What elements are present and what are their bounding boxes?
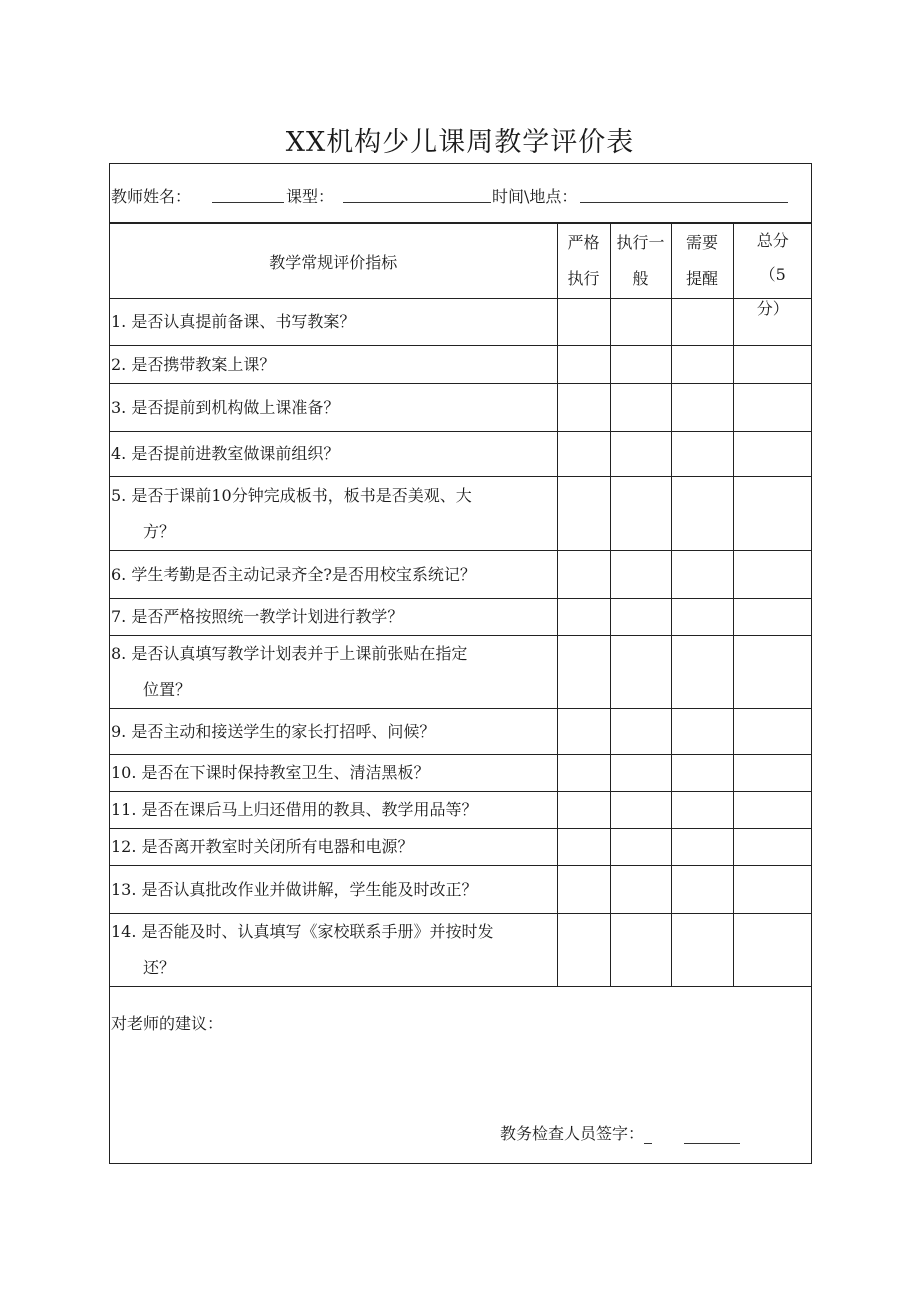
score-cell-total[interactable] — [733, 829, 812, 866]
score-cell-total[interactable] — [733, 636, 812, 709]
signature-label: 教务检查人员签字： — [500, 1124, 645, 1143]
score-cell-general[interactable] — [610, 551, 671, 599]
score-cell-strict[interactable] — [557, 432, 610, 477]
score-cell-strict[interactable] — [557, 636, 610, 709]
item-text — [110, 709, 557, 755]
item-line: 5. 是否于课前10分钟完成板书，板书是否美观、大 — [111, 485, 472, 505]
item-line: 13. 是否认真批改作业并做讲解，学生能及时改正？ — [111, 879, 478, 899]
general-header-line2: 般 — [632, 269, 649, 288]
score-cell-general[interactable] — [610, 709, 671, 755]
score-cell-total[interactable] — [733, 384, 812, 432]
strict-header-line1: 严格 — [567, 233, 600, 252]
time-place-field[interactable] — [580, 184, 788, 203]
score-cell-total[interactable] — [733, 432, 812, 477]
item-line: 8. 是否认真填写教学计划表并于上课前张贴在指定 — [111, 644, 468, 663]
item-text — [110, 432, 557, 477]
item-line: 7. 是否严格按照统一教学计划进行教学？ — [111, 607, 404, 626]
signature-line — [500, 1121, 740, 1144]
item-row — [110, 792, 812, 829]
time-place-label: 时间\地点： — [492, 187, 578, 206]
score-cell-strict[interactable] — [557, 346, 610, 384]
item-line: 10. 是否在下课时保持教室卫生、清洁黑板？ — [111, 763, 430, 782]
score-cell-remind[interactable] — [671, 551, 733, 599]
item-row — [110, 299, 812, 346]
item-line: 12. 是否离开教室时关闭所有电器和电源？ — [111, 837, 414, 856]
item-line: 1. 是否认真提前备课、书写教案？ — [111, 312, 356, 331]
teacher-name-field[interactable] — [212, 184, 284, 203]
course-type-field[interactable] — [343, 184, 491, 203]
general-header — [610, 224, 671, 299]
evaluation-table — [110, 223, 812, 987]
score-cell-general[interactable] — [610, 346, 671, 384]
item-line: 14. 是否能及时、认真填写《家校联系手册》并按时发 — [111, 922, 494, 941]
info-row — [110, 164, 811, 223]
score-cell-general[interactable] — [610, 755, 671, 792]
item-row — [110, 551, 812, 599]
score-cell-remind[interactable] — [671, 636, 733, 709]
item-row — [110, 636, 812, 709]
item-row — [110, 829, 812, 866]
score-cell-strict[interactable] — [557, 829, 610, 866]
suggestion-label: 对老师的建议： — [111, 1014, 224, 1033]
score-cell-general[interactable] — [610, 792, 671, 829]
score-cell-total[interactable] — [733, 477, 812, 551]
item-text — [110, 914, 557, 987]
score-cell-total[interactable] — [733, 599, 812, 636]
score-cell-total[interactable] — [733, 866, 812, 914]
score-cell-remind[interactable] — [671, 599, 733, 636]
score-cell-remind[interactable] — [671, 755, 733, 792]
total-header-line3: 分） — [756, 299, 789, 318]
item-text — [110, 477, 557, 551]
remind-header-line1: 需要 — [685, 233, 718, 252]
score-cell-remind[interactable] — [671, 866, 733, 914]
item-text — [110, 299, 557, 346]
item-line: 9. 是否主动和接送学生的家长打招呼、问候？ — [111, 721, 436, 741]
header-row — [110, 224, 812, 299]
score-cell-general[interactable] — [610, 914, 671, 987]
evaluation-form — [109, 163, 812, 1164]
score-cell-strict[interactable] — [557, 755, 610, 792]
item-text — [110, 792, 557, 829]
score-cell-general[interactable] — [610, 829, 671, 866]
page-title: XX机构少儿课周教学评价表 — [285, 127, 635, 158]
suggestion-section — [110, 984, 811, 1164]
teacher-name-label: 教师姓名： — [111, 187, 192, 206]
score-cell-general[interactable] — [610, 599, 671, 636]
indicator-header: 教学常规评价指标 — [110, 224, 557, 299]
item-row — [110, 914, 812, 987]
item-text — [110, 599, 557, 636]
score-cell-general[interactable] — [610, 636, 671, 709]
score-cell-remind[interactable] — [671, 299, 733, 346]
score-cell-strict[interactable] — [557, 384, 610, 432]
item-text — [110, 636, 557, 709]
item-text — [110, 866, 557, 914]
item-row — [110, 755, 812, 792]
item-line: 4. 是否提前进教室做课前组织？ — [111, 444, 340, 463]
score-cell-total[interactable] — [733, 914, 812, 987]
total-header — [733, 224, 812, 318]
item-line-continued: 还？ — [143, 958, 176, 977]
item-row — [110, 346, 812, 384]
score-cell-general[interactable] — [610, 477, 671, 551]
score-cell-strict[interactable] — [557, 914, 610, 987]
strict-header — [557, 224, 610, 299]
remind-header-line2: 提醒 — [685, 269, 718, 288]
item-row — [110, 432, 812, 477]
item-row — [110, 384, 812, 432]
total-header-line2: （5 — [759, 265, 786, 284]
score-cell-remind[interactable] — [671, 346, 733, 384]
score-cell-total[interactable] — [733, 346, 812, 384]
remind-header — [671, 224, 733, 299]
item-line-continued: 方？ — [143, 521, 176, 541]
score-cell-strict[interactable] — [557, 792, 610, 829]
signature-field[interactable] — [644, 1124, 740, 1143]
item-row — [110, 866, 812, 914]
score-cell-general[interactable] — [610, 384, 671, 432]
score-cell-remind[interactable] — [671, 792, 733, 829]
item-line: 3. 是否提前到机构做上课准备？ — [111, 397, 340, 417]
item-row — [110, 709, 812, 755]
score-cell-strict[interactable] — [557, 866, 610, 914]
item-text — [110, 551, 557, 599]
score-cell-remind[interactable] — [671, 914, 733, 987]
item-text — [110, 755, 557, 792]
score-cell-total[interactable] — [733, 755, 812, 792]
item-line: 6. 学生考勤是否主动记录齐全?是否用校宝系统记？ — [111, 564, 476, 584]
score-cell-remind[interactable] — [671, 432, 733, 477]
score-cell-strict[interactable] — [557, 709, 610, 755]
item-row — [110, 477, 812, 551]
score-cell-remind[interactable] — [671, 829, 733, 866]
item-text — [110, 346, 557, 384]
course-type-label: 课型： — [286, 187, 335, 206]
score-cell-strict[interactable] — [557, 299, 610, 346]
item-line: 11. 是否在课后马上归还借用的教具、教学用品等？ — [111, 800, 478, 819]
score-cell-remind[interactable] — [671, 384, 733, 432]
score-cell-general[interactable] — [610, 866, 671, 914]
general-header-line1: 执行一 — [616, 233, 665, 252]
item-text — [110, 829, 557, 866]
score-cell-remind[interactable] — [671, 477, 733, 551]
score-cell-strict[interactable] — [557, 599, 610, 636]
score-cell-remind[interactable] — [671, 709, 733, 755]
item-row — [110, 599, 812, 636]
score-cell-strict[interactable] — [557, 551, 610, 599]
score-cell-total[interactable] — [733, 792, 812, 829]
strict-header-line2: 执行 — [567, 269, 600, 288]
total-header-line1: 总分 — [756, 231, 789, 250]
score-cell-general[interactable] — [610, 299, 671, 346]
item-line-continued: 位置？ — [143, 680, 192, 699]
score-cell-strict[interactable] — [557, 477, 610, 551]
item-text — [110, 384, 557, 432]
score-cell-total[interactable] — [733, 709, 812, 755]
item-line: 2. 是否携带教案上课？ — [111, 354, 276, 374]
score-cell-total[interactable] — [733, 551, 812, 599]
score-cell-general[interactable] — [610, 432, 671, 477]
